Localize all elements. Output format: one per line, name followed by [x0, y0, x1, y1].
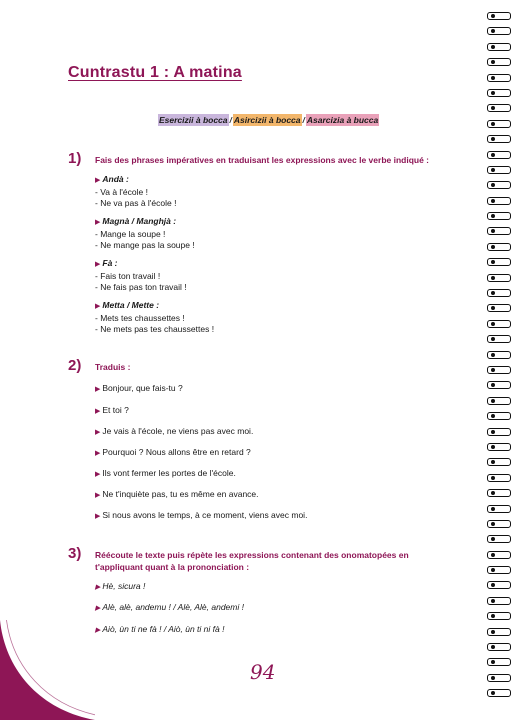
- example-line: - Ne va pas à l'école !: [95, 198, 177, 208]
- spiral-ring: [487, 320, 511, 328]
- spiral-ring: [487, 304, 511, 312]
- triangle-bullet-icon: ▶: [95, 177, 101, 184]
- example-line: - Fais ton travail !: [95, 270, 161, 281]
- spiral-ring: [487, 58, 511, 66]
- page-title: Cuntrastu 1 : A matina: [68, 64, 242, 81]
- triangle-bullet-icon: ▶: [95, 408, 101, 415]
- spiral-ring: [487, 412, 511, 420]
- verb-group-magna: [95, 216, 195, 252]
- verb-group-anda: [95, 174, 176, 210]
- spiral-ring: [487, 243, 511, 251]
- verb-group-metta: [95, 300, 214, 336]
- spiral-ring: [487, 135, 511, 143]
- spiral-ring: [487, 489, 511, 497]
- spiral-ring: [487, 197, 511, 205]
- spiral-ring: [487, 89, 511, 97]
- section-2-question: Traduis :: [95, 362, 131, 372]
- translate-item: ▶ Bonjour, que fais-tu ?: [95, 383, 183, 393]
- spiral-ring: [487, 566, 511, 574]
- spiral-ring: [487, 181, 511, 189]
- triangle-bullet-icon: ▶: [95, 471, 101, 478]
- activity-tags: [158, 115, 379, 125]
- spiral-ring: [487, 335, 511, 343]
- page-number: 94: [250, 660, 276, 684]
- triangle-bullet-icon: ▶: [95, 429, 101, 436]
- section-1-question: Fais des phrases impératives en traduisant les expressions avec le verbe indiqué :: [95, 155, 430, 165]
- triangle-bullet-icon: ▶: [95, 450, 101, 457]
- translate-item: ▶ Pourquoi ? Nous allons être en retard ?: [95, 447, 251, 457]
- spiral-ring: [487, 520, 511, 528]
- spiral-ring: [487, 212, 511, 220]
- triangle-bullet-icon: ▶: [95, 584, 101, 591]
- triangle-bullet-icon: ▶: [95, 386, 101, 393]
- example-line: - Ne fais pas ton travail !: [95, 282, 187, 292]
- spiral-ring: [487, 120, 511, 128]
- spiral-ring: [487, 443, 511, 451]
- section-3-question: Réécoute le texte puis répète les expressions contenant des onomatopées en t'appliquant quant à la prononciation :: [95, 550, 409, 572]
- spiral-ring: [487, 643, 511, 651]
- translate-item: ▶ Ne t'inquiète pas, tu es même en avance.: [95, 489, 259, 499]
- tag-separator: /: [229, 115, 232, 125]
- spiral-ring: [487, 43, 511, 51]
- triangle-bullet-icon: ▶: [95, 627, 101, 634]
- example-line: - Ne mange pas la soupe !: [95, 240, 195, 250]
- spiral-ring: [487, 289, 511, 297]
- translate-item: ▶ Si nous avons le temps, à ce moment, viens avec moi.: [95, 510, 308, 520]
- verb-head: Magnà / Manghjà :: [102, 216, 177, 226]
- spiral-ring: [487, 597, 511, 605]
- spiral-ring: [487, 581, 511, 589]
- onomatopoeia-item: ▶ Alè, alè, andemu ! / Alè, Alè, andemi !: [95, 602, 244, 612]
- spiral-ring: [487, 474, 511, 482]
- spiral-ring: [487, 658, 511, 666]
- spiral-ring: [487, 104, 511, 112]
- spiral-ring: [487, 12, 511, 20]
- onomatopoeia-item: ▶ Hè, sicura !: [95, 581, 146, 591]
- section-1-number: 1): [68, 150, 82, 167]
- tag-esercizii: Esercizii à bocca: [159, 115, 228, 125]
- spiral-ring: [487, 366, 511, 374]
- example-line: - Mange la soupe !: [95, 228, 166, 239]
- spiral-ring: [487, 551, 511, 559]
- example-line: - Ne mets pas tes chaussettes !: [95, 324, 215, 334]
- spiral-ring: [487, 689, 511, 697]
- example-line: - Va à l'école !: [95, 186, 148, 197]
- verb-head: Metta / Mette :: [102, 300, 160, 310]
- triangle-bullet-icon: ▶: [95, 303, 101, 310]
- corner-decoration: [0, 620, 95, 720]
- example-line: - Mets tes chaussettes !: [95, 312, 185, 323]
- spiral-ring: [487, 274, 511, 282]
- spiral-ring: [487, 151, 511, 159]
- spiral-ring: [487, 628, 511, 636]
- triangle-bullet-icon: ▶: [95, 219, 101, 226]
- tag-asircizii: Asircizii à bocca: [233, 115, 301, 125]
- spiral-ring: [487, 458, 511, 466]
- verb-head: Fà :: [102, 258, 118, 268]
- spiral-ring: [487, 351, 511, 359]
- tag-separator: /: [302, 115, 305, 125]
- section-3-number: 3): [68, 545, 82, 562]
- triangle-bullet-icon: ▶: [95, 513, 101, 520]
- translate-item: ▶ Ils vont fermer les portes de l'école.: [95, 468, 236, 478]
- spiral-ring: [487, 674, 511, 682]
- spiral-ring: [487, 535, 511, 543]
- spiral-ring: [487, 428, 511, 436]
- translate-item: ▶ Et toi ?: [95, 405, 129, 415]
- triangle-bullet-icon: ▶: [95, 492, 101, 499]
- triangle-bullet-icon: ▶: [95, 605, 101, 612]
- verb-group-fa: [95, 258, 187, 294]
- onomatopoeia-item: ▶ Aiò, ùn ti ne fà ! / Aiò, ùn ti ni fà !: [95, 624, 225, 634]
- spiral-ring: [487, 166, 511, 174]
- spiral-ring: [487, 397, 511, 405]
- spiral-ring: [487, 505, 511, 513]
- verb-head: Andà :: [102, 174, 129, 184]
- spiral-ring: [487, 74, 511, 82]
- triangle-bullet-icon: ▶: [95, 261, 101, 268]
- spiral-ring: [487, 381, 511, 389]
- spiral-ring: [487, 258, 511, 266]
- spiral-ring: [487, 27, 511, 35]
- tag-asarcizia: Asarcizia à bucca: [306, 115, 379, 125]
- section-2-number: 2): [68, 357, 82, 374]
- translate-item: ▶ Je vais à l'école, ne viens pas avec moi.: [95, 426, 254, 436]
- spiral-ring: [487, 227, 511, 235]
- spiral-ring: [487, 612, 511, 620]
- spiral-binding: [487, 12, 517, 712]
